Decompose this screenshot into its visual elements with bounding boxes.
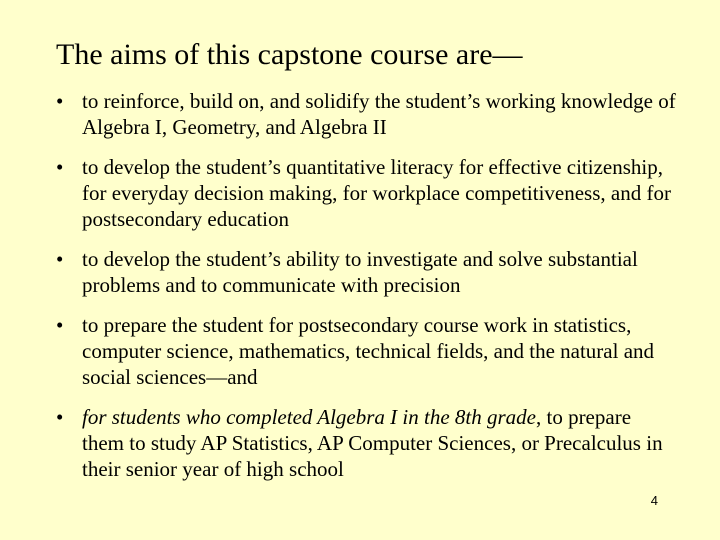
- bullet-text: to develop the student’s ability to investigate and solve substantial problems and to communicate with precision: [82, 247, 638, 297]
- bullet-item-algebra-8th-grade: [56, 404, 676, 482]
- bullet-item-quantitative-literacy: [56, 154, 676, 232]
- slide-title: The aims of this capstone course are—: [56, 38, 523, 71]
- bullet-text: to prepare the student for postsecondary course work in statistics, computer science, mathematics, technical fields, and the natural and social sciences—and: [82, 313, 655, 389]
- bullet-item-postsecondary-prep: [56, 312, 676, 390]
- aims-bullet-list: [56, 88, 676, 496]
- bullet-icon: •: [56, 247, 64, 271]
- bullet-icon: •: [56, 405, 64, 429]
- slide-page-number: 4: [650, 493, 658, 508]
- bullet-item-investigate-solve: [56, 246, 676, 298]
- bullet-icon: •: [56, 155, 64, 179]
- bullet-text-rest: , to prepare them to study AP Statistics, AP Computer Sciences, or Precalculus in their senior year of high school: [82, 405, 663, 481]
- bullet-text-italic: for students who completed Algebra I in the 8th grade: [82, 405, 536, 429]
- bullet-text: to reinforce, build on, and solidify the student’s working knowledge of Algebra I, Geometry, and Algebra II: [82, 89, 676, 139]
- bullet-icon: •: [56, 313, 64, 337]
- bullet-text: to develop the student’s quantitative literacy for effective citizenship, for everyday decision making, for workplace competitiveness, and for postsecondary education: [82, 155, 671, 231]
- bullet-text: [82, 405, 663, 481]
- bullet-icon: •: [56, 89, 64, 113]
- bullet-item-reinforce: [56, 88, 676, 140]
